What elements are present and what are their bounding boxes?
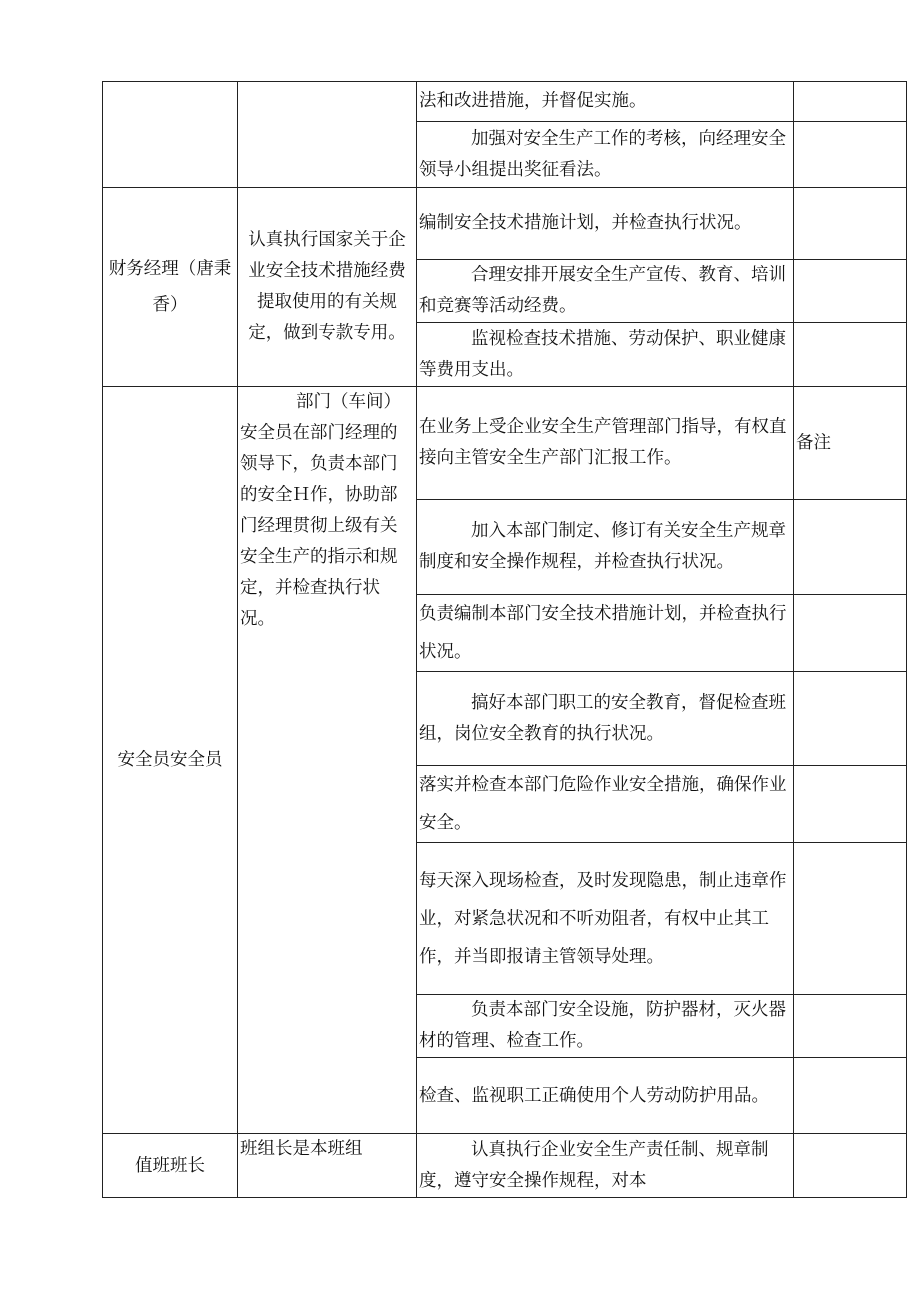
note-cell xyxy=(794,323,907,387)
scope-text: 安全员在部门经理的领导下，负责本部门的安全Ｈ作，协助部门经理贯彻上级有关安全生产的指示和规定，并检查执行状况。 xyxy=(240,423,398,629)
note-cell xyxy=(794,260,907,323)
note-cell xyxy=(794,766,907,843)
note-cell xyxy=(794,122,907,188)
note-cell xyxy=(794,843,907,995)
duty-cell: 加强对安全生产工作的考核，向经理安全领导小组提出奖征看法。 xyxy=(417,122,794,188)
note-cell xyxy=(794,595,907,672)
table-row xyxy=(103,387,907,500)
duty-cell: 负责编制本部门安全技术措施计划，并检查执行状况。 xyxy=(417,595,794,672)
duty-cell: 负责本部门安全设施，防护器材，灭火器材的管理、检查工作。 xyxy=(417,995,794,1058)
duty-cell: 监视检查技术措施、劳动保护、职业健康等费用支出。 xyxy=(417,323,794,387)
table-row xyxy=(103,188,907,260)
role-label: 值班班长 xyxy=(135,1155,205,1176)
role-cell xyxy=(103,188,238,387)
duty-cell: 在业务上受企业安全生产管理部门指导，有权直接向主管安全生产部门汇报工作。 xyxy=(417,387,794,500)
duty-cell: 检查、监视职工正确使用个人劳动防护用品。 xyxy=(417,1058,794,1134)
note-cell xyxy=(794,500,907,595)
role-label: 安全员安全员 xyxy=(117,750,223,770)
role-cell xyxy=(103,387,238,1134)
note-cell xyxy=(794,1058,907,1134)
role-cell xyxy=(103,82,238,188)
duty-cell: 搞好本部门职工的安全教育，督促检查班组，岗位安全教育的执行状况。 xyxy=(417,672,794,766)
note-cell xyxy=(794,1134,907,1198)
note-cell xyxy=(794,672,907,766)
table-row xyxy=(103,82,907,122)
scope-cell xyxy=(238,82,417,188)
note-cell xyxy=(794,82,907,122)
scope-cell: 班组长是本班组 xyxy=(238,1134,417,1198)
note-cell xyxy=(794,188,907,260)
responsibility-table xyxy=(102,81,907,1198)
role-cell xyxy=(103,1134,238,1198)
note-cell xyxy=(794,995,907,1058)
duty-cell: 法和改进措施，并督促实施。 xyxy=(417,82,794,122)
duty-cell: 认真执行企业安全生产责任制、规章制度，遵守安全操作规程，对本 xyxy=(417,1134,794,1198)
duty-cell: 每天深入现场检查，及时发现隐患，制止违章作业，对紧急状况和不听劝阻者，有权中止其工作，并当即报请主管领导处理。 xyxy=(417,843,794,995)
duty-cell: 合理安排开展安全生产宣传、教育、培训和竞赛等活动经费。 xyxy=(417,260,794,323)
scope-title: 部门（车间） xyxy=(296,392,401,412)
note-cell: 备注 xyxy=(794,387,907,500)
duty-cell: 编制安全技术措施计划，并检查执行状况。 xyxy=(417,188,794,260)
duty-cell: 加入本部门制定、修订有关安全生产规章制度和安全操作规程，并检查执行状况。 xyxy=(417,500,794,595)
duty-cell: 落实并检查本部门危险作业安全措施，确保作业安全。 xyxy=(417,766,794,843)
scope-cell: 认真执行国家关于企业安全技术措施经费提取使用的有关规定，做到专款专用。 xyxy=(238,188,417,387)
scope-cell xyxy=(238,387,417,1134)
table-row xyxy=(103,1134,907,1198)
role-label: 财务经理（唐秉香） xyxy=(108,259,232,315)
